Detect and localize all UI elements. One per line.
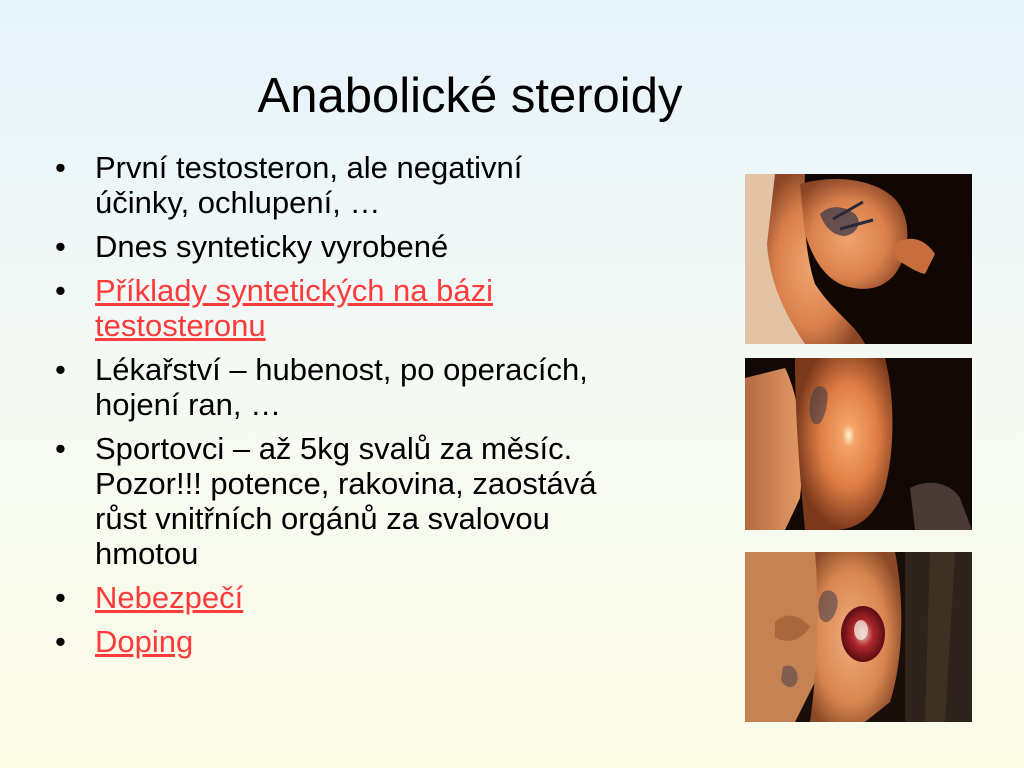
link-text-line[interactable]: testosteronu [95,308,266,343]
bullet-item-athletes [55,431,745,571]
bullet-text-line: Pozor!!! potence, rakovina, zaostává [95,466,597,501]
link-text-line[interactable]: Příklady syntetických na bázi [95,273,494,308]
bullet-dot: • [55,150,66,185]
arm-swelling-photo [745,358,972,530]
bullet-dot: • [55,624,66,659]
bullet-dot: • [55,431,66,466]
bullet-text-line: Sportovci – až 5kg svalů za měsíc. [95,431,573,466]
bullet-item-doping-link [55,624,745,659]
tattooed-arm-photo [745,174,972,344]
link-text-line[interactable]: Doping [95,624,194,659]
bullet-dot: • [55,229,66,264]
bullet-dot: • [55,352,66,387]
bullet-dot: • [55,273,66,308]
arm-swelling-image [745,358,972,530]
bullet-text-line: Lékařství – hubenost, po operacích, [95,352,588,387]
bullet-text-line: hojení ran, … [95,387,282,422]
bullet-text-line: účinky, ochlupení, … [95,185,381,220]
examples-link[interactable] [95,273,745,343]
bullet-item-medicine [55,352,745,422]
link-text-line[interactable]: Nebezpečí [95,580,244,615]
bullet-text-line: První testosteron, ale negativní [95,150,523,185]
bullet-text-line: hmotou [95,536,199,571]
arm-wound-photo [745,552,972,722]
bullet-text-line: Dnes synteticky vyrobené [95,229,449,264]
doping-link[interactable] [95,624,745,659]
tattooed-arm-image [745,174,972,344]
bullet-item-synthetic [55,229,745,264]
slide-title: Anabolické steroidy [257,69,683,123]
bullet-item-danger-link [55,580,745,615]
arm-wound-image [745,552,972,722]
bullet-dot: • [55,580,66,615]
bullet-list [55,150,745,668]
bullet-item-first-testosterone [55,150,745,220]
bullet-text-line: růst vnitřních orgánů za svalovou [95,501,550,536]
danger-link[interactable] [95,580,745,615]
bullet-item-examples-link [55,273,745,343]
